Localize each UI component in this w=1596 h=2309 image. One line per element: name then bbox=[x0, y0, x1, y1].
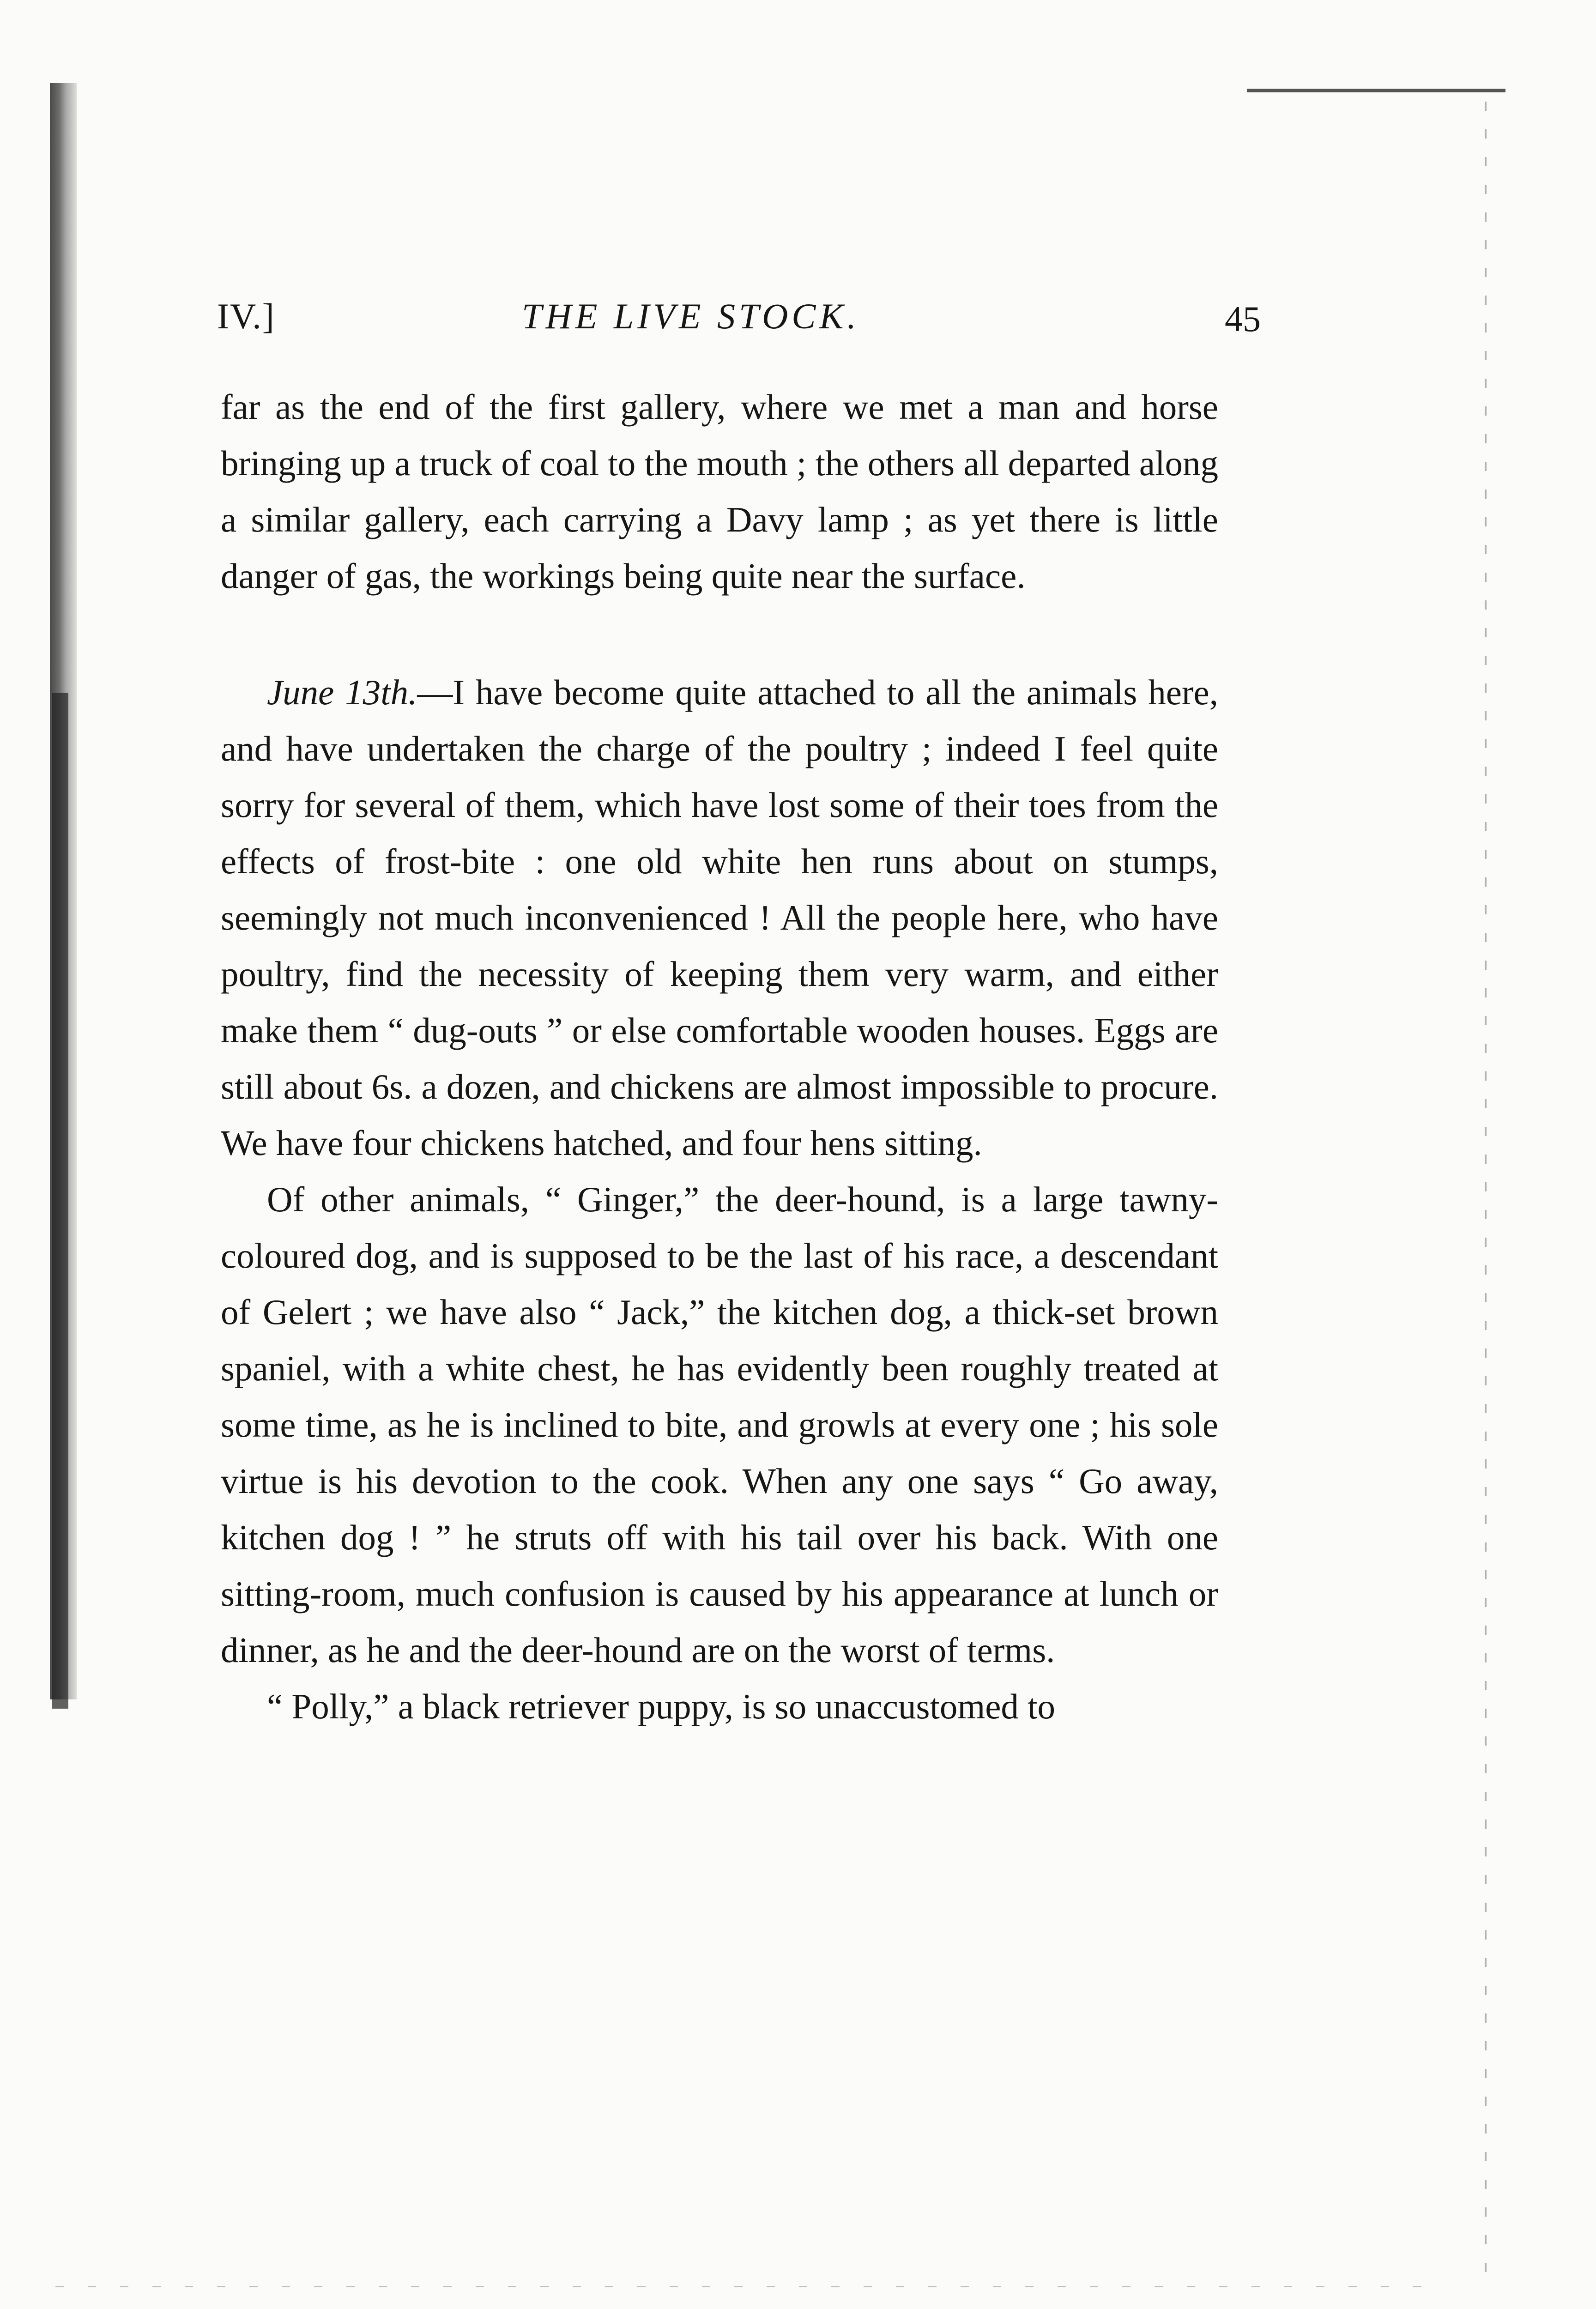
entry-date: June 13th. bbox=[267, 672, 417, 712]
body-text bbox=[221, 379, 1218, 1735]
chapter-title: THE LIVE STOCK. bbox=[522, 296, 860, 336]
paragraph-journal-entry bbox=[221, 664, 1218, 1171]
paragraph-continuation: far as the end of the first gallery, where we met a man and horse bringing up a truck of coal to the mouth ; the others all departed along a similar gallery, each carrying a Davy lamp ; as yet there is little danger of gas, the workings being quite near the surface. bbox=[221, 387, 1218, 596]
page-number: 45 bbox=[1225, 299, 1261, 339]
binding-shadow-inner bbox=[52, 693, 68, 1709]
paragraph-polly: “ Polly,” a black retriever puppy, is so unaccustomed to bbox=[267, 1686, 1056, 1726]
chapter-number: IV.] bbox=[217, 296, 275, 336]
scan-edge-top bbox=[1247, 89, 1505, 92]
scan-edge-right bbox=[1485, 102, 1487, 2272]
scan-edge-bottom bbox=[55, 2286, 1441, 2287]
running-head bbox=[217, 296, 1261, 346]
paragraph-other-animals: Of other animals, “ Ginger,” the deer-hound, is a large tawny-coloured dog, and is supposed to be the last of his race, a descendant of Gelert ; we have also “ Jack,” the kitchen dog, a thick-set brown spaniel, with a white chest, he has evidently been roughly treated at some time, as he is inclined to bite, and growls at every one ; his sole virtue is his devotion to the cook. When any one says “ Go away, kitchen dog ! ” he struts off with his tail over his back. With one sitting-room, much confusion is caused by his appearance at lunch or dinner, as he and the deer-hound are on the worst of terms. bbox=[221, 1179, 1218, 1670]
entry-text: —I have become quite attached to all the animals here, and have undertaken the charge of the poultry ; indeed I feel quite sorry for several of them, which have lost some of their toes from the effects of frost-bite : one old white hen runs about on stumps, seemingly not much inconvenienced ! All the people here, who have poultry, find the necessity of keeping them very warm, and either make them “ dug-outs ” or else comfortable wooden houses. Eggs are still about 6s. a dozen, and chickens are almost impossible to procure. We have four chickens hatched, and four hens sitting. bbox=[221, 672, 1218, 1163]
